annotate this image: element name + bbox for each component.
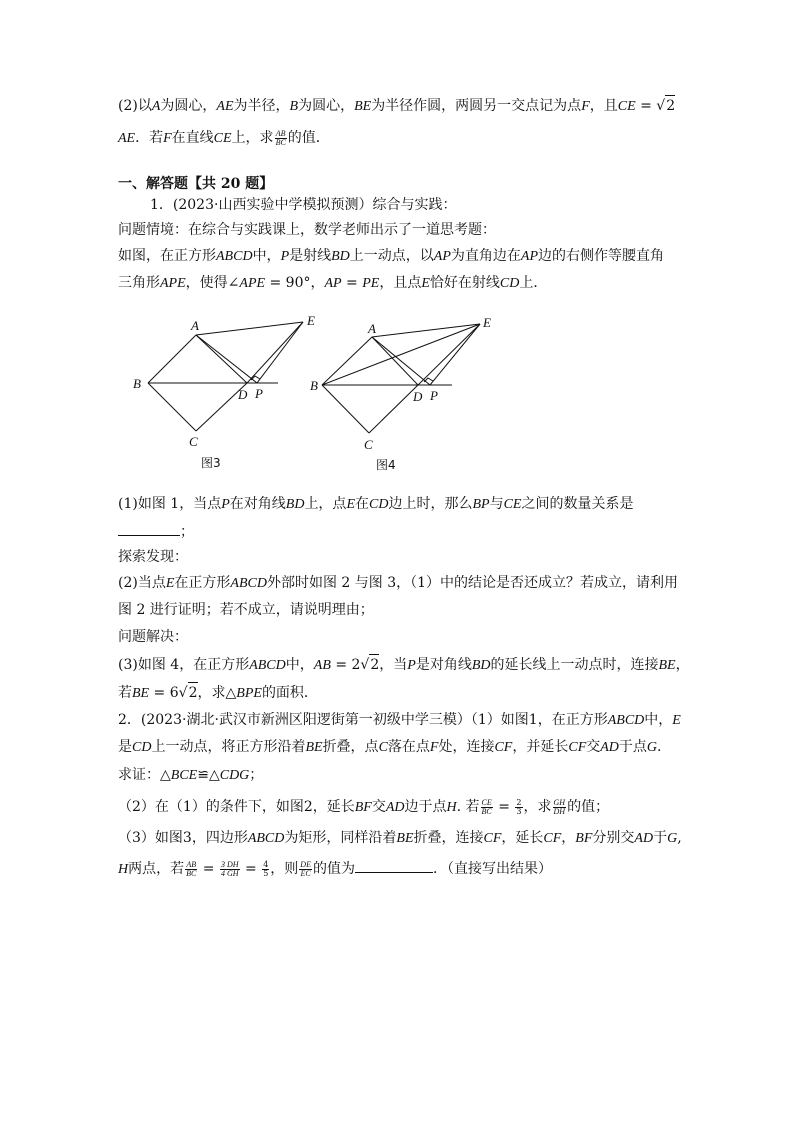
figure-4-labels: [310, 315, 491, 472]
fig3-label-e: E: [307, 313, 315, 328]
fraction-ab-bc-2: $\frac{AB}{BC}$: [186, 859, 197, 878]
prev-problem-line-1: (2)以A为圆心，AE为半径，B为圆心，BE为半径作圆，两圆另一交点记为点F，且CE = √2: [118, 95, 675, 117]
fig4-label-d: D: [413, 389, 423, 404]
fig3-side-ad: [196, 335, 247, 383]
q1-part1-answer-line: ；: [118, 521, 194, 542]
fig3-line-ap: [196, 335, 257, 383]
fig4-label-a: A: [368, 321, 376, 336]
fig3-label-a: A: [191, 318, 199, 333]
fig4-label-c: C: [364, 437, 373, 452]
q1-explore-label: 探索发现：: [118, 549, 188, 565]
q1-scenario-label: 问题情境：在综合与实践课上，数学老师出示了一道思考题：: [118, 222, 496, 238]
figure-3: [148, 322, 303, 431]
q2-prove: 求证：△BCE≌△CDG；: [118, 767, 264, 783]
q1-desc-line-1: 如图，在正方形ABCD中，P是射线BD上一动点，以AP为直角边在AP边的右侧作等腰直角: [118, 248, 665, 264]
q2-part2: （2）在（1）的条件下，如图2，延长BF交AD边于点H. 若 $\frac{CE}{BC}$ = $\frac{2}{3}$ ，求 $\frac{GH}{DH}$ 的值；: [118, 797, 610, 816]
fig3-label-p: P: [255, 386, 263, 401]
q1-header: 1．(2023·山西实验中学模拟预测）综合与实践：: [150, 197, 457, 213]
fig4-caption: 图4: [376, 458, 396, 472]
q1-part1: (1)如图 1，当点P在对角线BD上，点E在CD边上时，那么BP与CE之间的数量关系是: [118, 496, 634, 512]
fraction-ce-bc: $\frac{CE}{BC}$: [481, 797, 492, 816]
fig4-label-e: E: [483, 315, 491, 330]
fraction-2-3: $\frac{2}{3}$: [516, 797, 522, 816]
fig3-line-de: [247, 322, 303, 383]
fig3-label-b: B: [133, 376, 141, 391]
fig4-line-de: [418, 324, 480, 385]
fig4-line-ap: [372, 337, 430, 385]
fraction-ab-bc: $\frac{AB}{BC}$: [275, 128, 286, 147]
q1-solve-label: 问题解决：: [118, 629, 188, 645]
fig4-side-ad: [372, 337, 418, 385]
fraction-3dh-4gh: $\frac{3 DH}{4 GH}$: [221, 859, 239, 878]
q2-part3-line-2: H两点，若 $\frac{AB}{BC}$ = $\frac{3 DH}{4 GH}$ = $\frac{4}{5}$ ，则 $\frac{DE}{EC}$ 的值为 ．（直接写出结果）: [118, 859, 552, 878]
fraction-4-5: $\frac{4}{5}$: [263, 859, 269, 878]
q1-part2-line-2: 图 2 进行证明；若不成立，请说明理由；: [118, 602, 374, 618]
answer-blank-1[interactable]: [118, 521, 180, 536]
q2-header-line-2: 是CD上一动点，将正方形沿着BE折叠，点C落在点F处，连接CF，并延长CF交AD于点G.: [118, 739, 662, 755]
q1-desc-line-2: 三角形APE，使得∠APE = 90°，AP = PE，且点E恰好在射线CD上．: [118, 275, 548, 291]
figure-4: [322, 324, 480, 433]
fig3-label-d: D: [238, 387, 248, 402]
fig4-side-ab: [322, 337, 372, 385]
fig3-line-ae: [196, 322, 303, 335]
section-title: 一、解答题【共 20 题】: [118, 176, 274, 192]
q1-part3-line-1: (3)如图 4，在正方形ABCD中，AB = 2√2，当P是对角线BD的延长线上一动点时，连接BE，: [118, 654, 690, 676]
fig3-side-ab: [148, 335, 196, 383]
fig3-side-cb: [148, 383, 196, 431]
fig4-label-b: B: [310, 378, 318, 393]
q2-header-line-1: 2．(2023·湖北·武汉市新洲区阳逻街第一初级中学三模）（1）如图1，在正方形ABCD中，E: [118, 712, 681, 728]
answer-blank-2[interactable]: [355, 858, 433, 873]
q1-part2-line-1: (2)当点E在正方形ABCD外部时如图 2 与图 3，（1）中的结论是否还成立？若成立，请利用: [118, 575, 679, 591]
fraction-gh-dh: $\frac{GH}{DH}$: [553, 797, 566, 816]
q2-part3-line-1: （3）如图3，四边形ABCD为矩形，同样沿着BE折叠，连接CF，延长CF，BF分别交AD于G,: [118, 830, 682, 846]
q1-part3-line-2: 若BE = 6√2，求△BPE的面积．: [118, 682, 318, 704]
fig4-side-dc: [369, 385, 418, 433]
fig4-side-cb: [322, 385, 369, 433]
fig3-caption: 图3: [201, 456, 221, 470]
fig3-line-pe: [257, 322, 303, 383]
fig4-label-p: P: [430, 388, 438, 403]
fig3-label-c: C: [189, 434, 198, 449]
figure-3-labels: [133, 313, 315, 470]
prev-problem-line-2: AE．若F在直线CE上，求 $\frac{AB}{BC}$ 的值．: [118, 128, 330, 147]
fraction-de-ec: $\frac{DE}{EC}$: [300, 859, 311, 878]
